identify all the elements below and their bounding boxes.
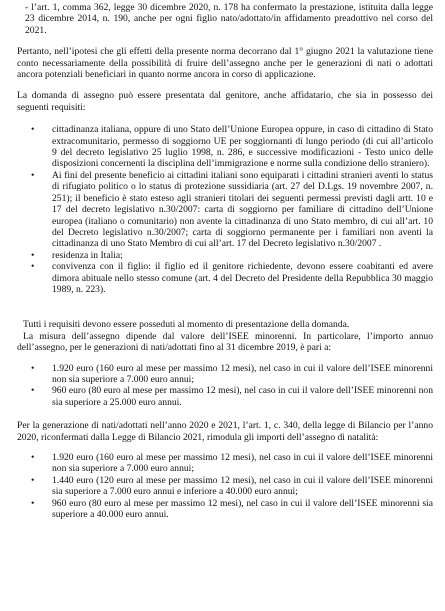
list-item-text: 1.920 euro (160 euro al mese per massimo 12 mesi), nel caso in cui il valore dell’ISEE minorenni non sia superiore a 7.000 euro annui; [52, 452, 433, 475]
domanda-paragraph: La domanda di assegno può essere presentata dal genitore, anche affidatario, che sia in possesso dei seguenti requisiti: [17, 90, 433, 113]
bullet-icon: • [31, 124, 35, 136]
list-item [17, 261, 433, 295]
bullet-icon: • [31, 261, 35, 273]
list-item [17, 498, 433, 521]
bullet-icon: • [31, 497, 35, 509]
list-item-text: 1.920 euro (160 euro al mese per massimo 12 mesi), nel caso in cui il valore dell’ISEE minorenni non sia superiore a 7.000 euro annui; [52, 362, 433, 385]
intro-paragraph: - l’art. 1, comma 362, legge 30 dicembre 2020, n. 178 ha confermato la prestazione, istituita dalla legge 23 dicembre 2014, n. 190, anche per ogni figlio nato/adottato/in affidamento preadottivo nel corso del 2021. [25, 2, 433, 36]
list-item-text: 960 euro (80 euro al mese per massimo 12 mesi), nel caso in cui il valore dell’ISEE minorenni sia superiore a 40.000 euro annui. [52, 497, 433, 521]
list-item [17, 452, 433, 475]
pertanto-paragraph: Pertanto, nell’ipotesi che gli effetti della presente norma decorrano dal 1° giugno 2021 la valutazione tiene conto necessariamente della possibilità di fruire dell’assegno anche per le generazioni di nati o adottati ancora potenziali beneficiari in quanto norme ancora in corso di applicazione. [17, 46, 433, 81]
bullet-icon: • [31, 452, 35, 463]
list-item-text: 960 euro (80 euro al mese per massimo 12 mesi), nel caso in cui il valore dell’ISEE minorenni non sia superiore a 25.000 euro annui. [52, 385, 433, 408]
bullet-icon: • [31, 474, 35, 486]
tutti-paragraph: Tutti i requisiti devono essere posseduti al momento di presentazione della domanda. [23, 319, 350, 331]
list-item [17, 475, 433, 498]
list-item [17, 250, 433, 261]
list-item-text: cittadinanza italiana, oppure di uno Stato dell’Unione Europea oppure, in caso di cittadino di Stato extracomunitario, permesso di soggiorno UE per soggiornanti di lungo periodo (di cui all’articolo 9 del decreto legislativo 25 luglio 1998, n. 286, e successive modificazioni - Testo unico delle disposizioni concernenti la disciplina dell’immigrazione e norme sulla condizione dello straniero). [52, 124, 433, 170]
list-item [17, 170, 433, 250]
importi-2019-list [17, 363, 433, 409]
list-item [17, 124, 433, 170]
importi-2020-2021-list [17, 452, 433, 520]
bullet-icon: • [31, 385, 35, 397]
list-item [17, 385, 433, 408]
list-item-text: Ai fini del presente beneficio ai cittadini italiani sono equiparati i cittadini stranieri aventi lo status di rifugiato politico o lo status di protezione sussidiaria (art. 27 del D.Lgs. 19 novembre 2007, n. 251); il beneficio è stato esteso agli stranieri titolari dei seguenti permessi previsti dagli artt. 10 e 17 del decreto legislativo n.30/2007: carta di soggiorno per familiare di cittadino dell’Unione europea (italiano o comunitario) non avente la cittadinanza di uno Stato membro, di cui all’art. 10 del Decreto legislativo n.30/2007; carta di soggiorno permanente per i familiari non aventi la cittadinanza di uno Stato Membro di cui all’art. 17 del Decreto legislativo n.30/2007 . [52, 169, 433, 250]
list-item-text: residenza in Italia; [52, 249, 123, 261]
list-item-text: 1.440 euro (120 euro al mese per massimo 12 mesi), nel caso in cui il valore dell’ISEE minorenni sia superiore a 7.000 euro annui e inferiore a 40.000 euro annui; [52, 474, 433, 498]
list-item-text: convivenza con il figlio: il figlio ed il genitore richiedente, devono essere coabitanti ed avere dimora abituale nello stesso comune (art. 4 del Decreto del Presidente della Repubblica 30 maggio 1989, n. 223). [52, 261, 433, 295]
list-item [17, 363, 433, 386]
misura-paragraph: La misura dell’assegno dipende dal valore dell’ISEE minorenni. In particolare, l’importo annuo dell’assegno, per le generazioni di nati/adottati fino al 31 dicembre 2019, è pari a: [17, 330, 433, 354]
bullet-icon: • [31, 169, 35, 181]
requisiti-list [17, 124, 433, 295]
bullet-icon: • [31, 362, 35, 374]
generazione-paragraph: Per la generazione di nati/adottati nell’anno 2020 e 2021, l’art. 1, c. 340, della legge di Bilancio per l’anno 2020, riconfermati dalla Legge di Bilancio 2021, rimodula gli importi dell’assegno di natalità: [17, 420, 433, 443]
bullet-icon: • [31, 249, 35, 261]
